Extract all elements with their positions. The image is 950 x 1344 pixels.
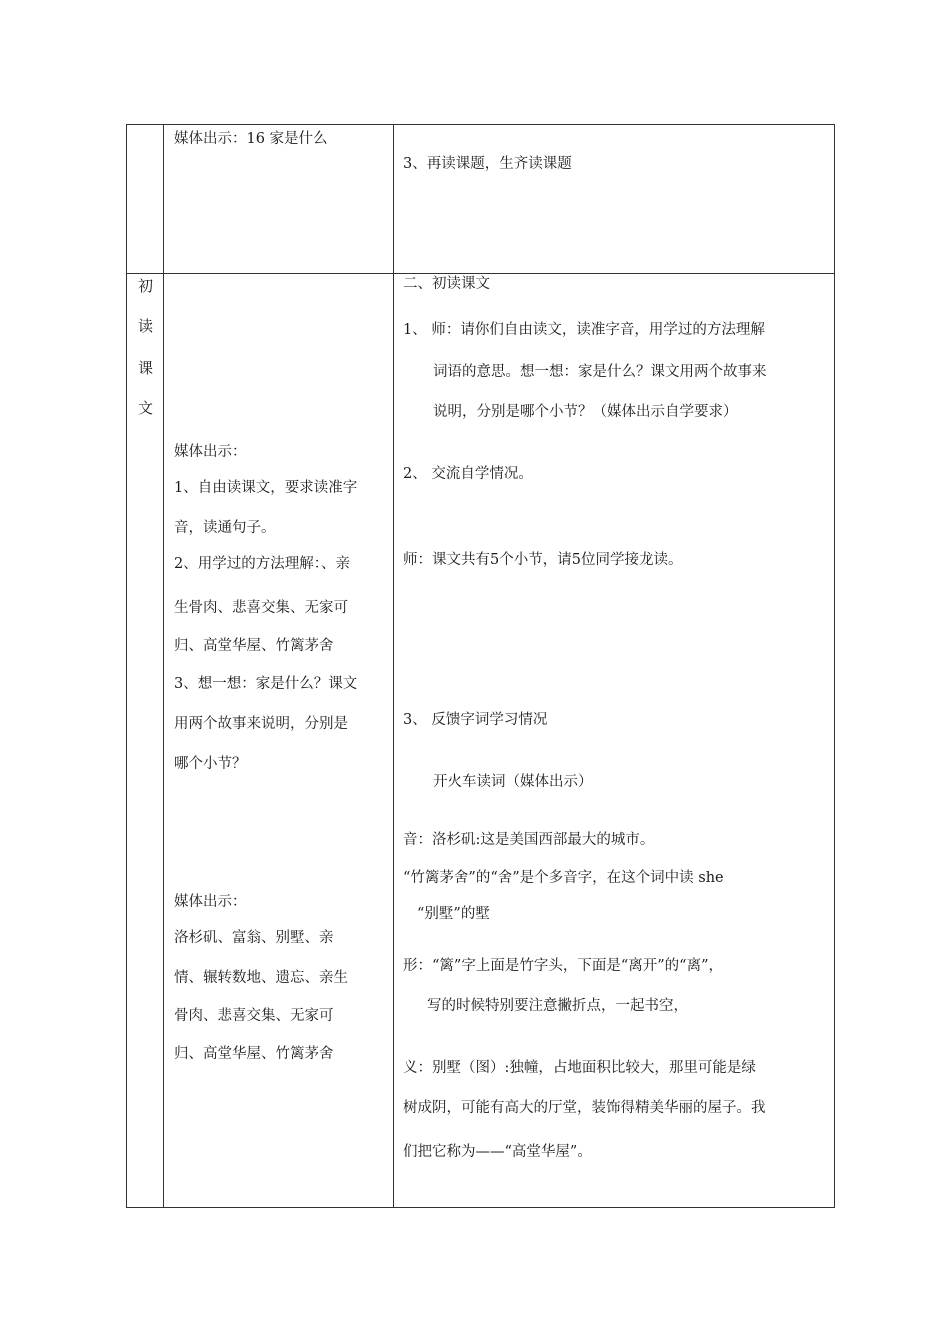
- media-line: 归、高堂华屋、竹篱茅舍: [174, 638, 334, 654]
- step-line: 2、 交流自学情况。: [403, 466, 533, 482]
- lesson-plan-table: [126, 124, 835, 1208]
- media-line: 音，读通句子。: [174, 520, 276, 536]
- media-title: 媒体出示：: [174, 444, 247, 460]
- process-cell: [394, 274, 835, 1208]
- section-cell: [127, 125, 164, 274]
- step-line: 开火车读词（媒体出示）: [433, 774, 593, 790]
- meaning-line: 们把它称为——“高堂华屋”。: [403, 1144, 592, 1160]
- section-char: 读: [137, 317, 153, 335]
- villa-line: “别墅”的墅: [417, 906, 490, 922]
- media-line: 1、自由读课文，要求读准字: [174, 480, 358, 496]
- section-char: 文: [137, 399, 153, 417]
- media-line: 3、想一想：家是什么？课文: [174, 676, 358, 692]
- meaning-line: 义：别墅（图）:独幢，占地面积比较大，那里可能是绿: [403, 1060, 756, 1076]
- media-line: 2、用学过的方法理解：、亲: [174, 556, 350, 572]
- media-line: 用两个故事来说明，分别是: [174, 716, 348, 732]
- section-cell: [127, 274, 164, 1208]
- step-line: 3、 反馈字词学习情况: [403, 712, 548, 728]
- media-title: 媒体出示：: [174, 894, 247, 910]
- media-line: 归、高堂华屋、竹篱茅舍: [174, 1046, 334, 1062]
- media-line: 洛杉矶、富翁、别墅、亲: [174, 930, 334, 946]
- form-line: 写的时候特别要注意撇折点，一起书空，: [427, 998, 688, 1014]
- polyphone-line: “竹篱茅舍”的“舍”是个多音字，在这个词中读 she: [403, 870, 724, 886]
- section-char: 初: [137, 277, 153, 295]
- meaning-line: 树成阴，可能有高大的厅堂，装饰得精美华丽的屋子。我: [403, 1100, 766, 1116]
- step-line: 1、 师：请你们自由读文，读准字音，用学过的方法理解: [403, 322, 765, 338]
- media-line: 骨肉、悲喜交集、无家可: [174, 1008, 334, 1024]
- step-line: 词语的意思。想一想：家是什么？课文用两个故事来: [433, 364, 767, 380]
- media-text: 媒体出示：16 家是什么: [174, 131, 328, 147]
- form-line: 形：“篱”字上面是竹字头，下面是“离开”的“离”，: [403, 958, 723, 974]
- section-heading: 二、初读课文: [403, 276, 490, 292]
- media-line: 哪个小节？: [174, 756, 247, 772]
- media-cell: [164, 125, 394, 274]
- process-cell: [394, 125, 835, 274]
- table-row: [127, 274, 835, 1208]
- media-line: 情、辗转数地、遗忘、亲生: [174, 970, 348, 986]
- step-line: 说明，分别是哪个小节？（媒体出示自学要求）: [433, 404, 738, 420]
- teacher-line: 师：课文共有5个小节，请5位同学接龙读。: [403, 552, 683, 568]
- media-cell: [164, 274, 394, 1208]
- media-line: 生骨肉、悲喜交集、无家可: [174, 600, 348, 616]
- sound-line: 音：洛杉矶:这是美国西部最大的城市。: [403, 832, 655, 848]
- step-text: 3、再读课题，生齐读课题: [403, 156, 572, 172]
- section-char: 课: [137, 359, 153, 377]
- table-row: [127, 125, 835, 274]
